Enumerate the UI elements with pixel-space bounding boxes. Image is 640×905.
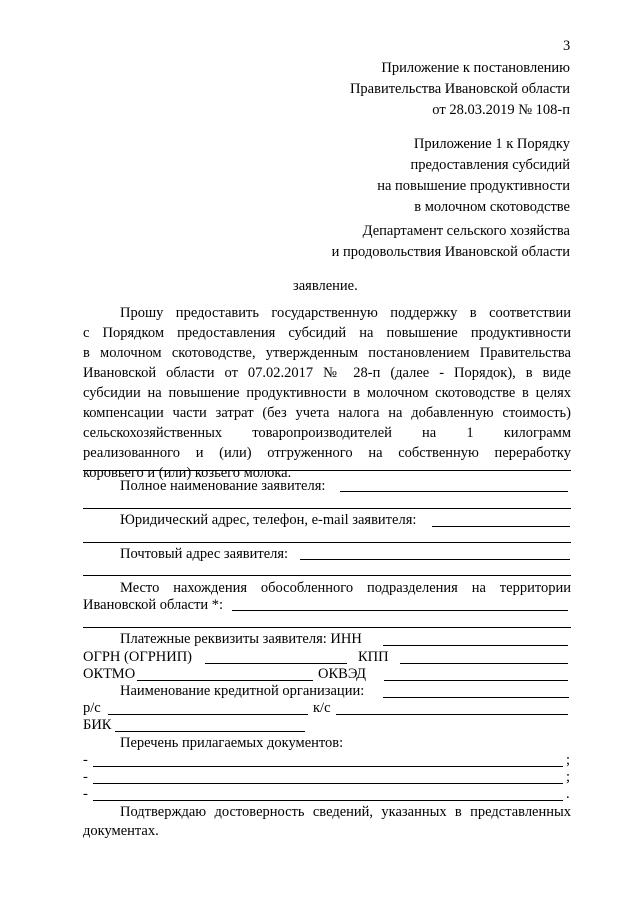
postal-address-label: Почтовый адрес заявителя: bbox=[120, 546, 289, 562]
appendix-line-4: в молочном скотоводстве bbox=[414, 199, 570, 215]
full-name-label: Полное наименование заявителя: bbox=[120, 478, 326, 494]
account-field[interactable] bbox=[108, 714, 308, 715]
oktmo-label: ОКТМО bbox=[83, 666, 136, 682]
body-line: сельскохозяйственных товаропроизводителей на 1 килограмм bbox=[83, 425, 571, 441]
body-line: Прошу предоставить государственную поддержку в соответствии bbox=[120, 305, 571, 321]
branch-location-field-continued[interactable] bbox=[83, 627, 571, 628]
appendix-line-2: предоставления субсидий bbox=[410, 157, 570, 173]
account-label: р/с bbox=[83, 700, 101, 716]
list-semicolon: ; bbox=[566, 752, 571, 768]
legal-address-field-continued[interactable] bbox=[83, 542, 571, 543]
corr-account-label: к/с bbox=[313, 700, 331, 716]
addressee-line-2: и продовольствия Ивановской области bbox=[331, 244, 570, 260]
confirmation-line-2: документах. bbox=[83, 823, 159, 839]
branch-location-field[interactable] bbox=[232, 610, 568, 611]
body-line: компенсации части затрат (без учета налога на добавленную стоимость) bbox=[83, 405, 571, 421]
document-entry-field[interactable] bbox=[93, 800, 563, 801]
okved-label: ОКВЭД bbox=[318, 666, 367, 682]
legal-address-label: Юридический адрес, телефон, e-mail заявителя: bbox=[120, 512, 417, 528]
ogrn-label: ОГРН (ОГРНИП) bbox=[83, 649, 193, 665]
appendix-line-3: на повышение продуктивности bbox=[377, 178, 570, 194]
branch-location-label: Место нахождения обособленного подразделения на территории bbox=[120, 580, 571, 596]
page-number: 3 bbox=[563, 38, 571, 54]
separator-line bbox=[83, 470, 571, 471]
document-title: заявление. bbox=[293, 278, 358, 294]
bank-name-field[interactable] bbox=[383, 697, 569, 698]
body-line: субсидии на повышение продуктивности в молочном скотоводстве в целях bbox=[83, 385, 571, 401]
list-dash: - bbox=[83, 752, 88, 768]
corr-account-field[interactable] bbox=[336, 714, 568, 715]
okved-field[interactable] bbox=[384, 680, 568, 681]
legal-address-field[interactable] bbox=[432, 526, 570, 527]
kpp-label: КПП bbox=[358, 649, 389, 665]
list-semicolon: ; bbox=[566, 769, 571, 785]
full-name-field[interactable] bbox=[340, 491, 568, 492]
document-entry-field[interactable] bbox=[93, 766, 563, 767]
branch-location-label-2: Ивановской области *: bbox=[83, 597, 224, 613]
bik-field[interactable] bbox=[115, 731, 305, 732]
list-period: . bbox=[566, 786, 570, 802]
kpp-field[interactable] bbox=[400, 663, 568, 664]
appendix-line-1: Приложение 1 к Порядку bbox=[413, 136, 570, 152]
ogrn-field[interactable] bbox=[205, 663, 347, 664]
list-dash: - bbox=[83, 769, 88, 785]
postal-address-field-continued[interactable] bbox=[83, 575, 571, 576]
confirmation-line-1: Подтверждаю достоверность сведений, указанных в представленных bbox=[120, 804, 571, 820]
document-entry-field[interactable] bbox=[93, 783, 563, 784]
bik-label: БИК bbox=[83, 717, 112, 733]
full-name-field-continued[interactable] bbox=[83, 508, 571, 509]
body-line: с Порядком предоставления субсидий на повышение продуктивности bbox=[83, 325, 571, 341]
body-line: реализованного и (или) отгруженного на собственную переработку bbox=[83, 445, 571, 461]
attachment-line-1: Приложение к постановлению bbox=[381, 60, 570, 76]
documents-list-label: Перечень прилагаемых документов: bbox=[120, 735, 344, 751]
body-line: в молочном скотоводстве, утвержденным постановлением Правительства bbox=[83, 345, 571, 361]
addressee-line-1: Департамент сельского хозяйства bbox=[362, 223, 570, 239]
bank-name-label: Наименование кредитной организации: bbox=[120, 683, 365, 699]
body-line: Ивановской области от 07.02.2017 № 28-п (далее - Порядок), в виде bbox=[83, 365, 571, 381]
payment-details-label: Платежные реквизиты заявителя: ИНН bbox=[120, 631, 362, 647]
oktmo-field[interactable] bbox=[137, 680, 313, 681]
list-dash: - bbox=[83, 786, 88, 802]
attachment-line-2: Правительства Ивановской области bbox=[349, 81, 570, 97]
body-line: коровьего и (или) козьего молока. bbox=[83, 465, 292, 481]
postal-address-field[interactable] bbox=[300, 559, 570, 560]
inn-field[interactable] bbox=[383, 645, 568, 646]
attachment-line-3: от 28.03.2019 № 108-п bbox=[432, 102, 570, 118]
